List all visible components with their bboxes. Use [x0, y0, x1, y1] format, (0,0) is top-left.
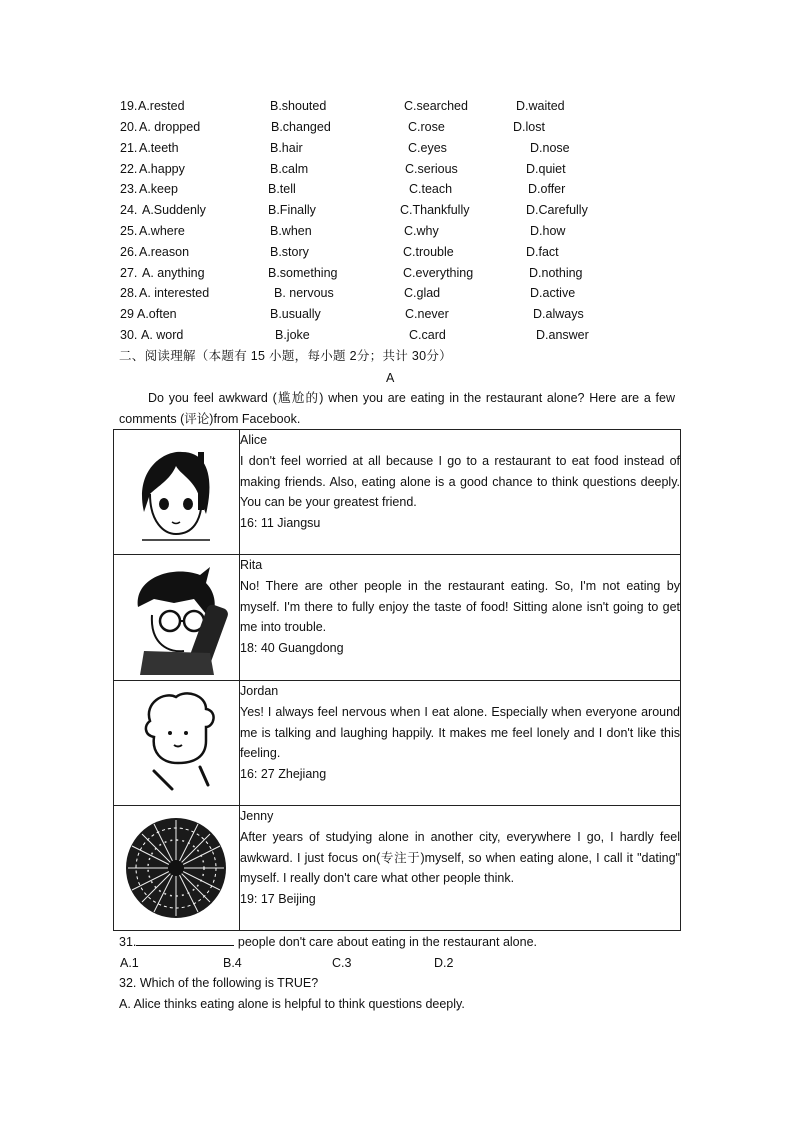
commenter-name: Jenny [240, 809, 274, 823]
comment-text-cell [240, 430, 681, 555]
option-a: A. word [141, 328, 184, 342]
question-31 [119, 932, 537, 952]
option-b: B.when [270, 224, 312, 238]
girl-avatar-icon [114, 430, 239, 554]
option-b: B.story [270, 245, 309, 259]
question-number: 25. [120, 224, 138, 238]
option-a: A.1 [120, 956, 139, 970]
option-d: D.nothing [529, 266, 583, 280]
question-number: 30. [120, 328, 138, 342]
option-d: D.how [530, 224, 566, 238]
option-a: A.rested [138, 99, 185, 113]
option-c: C.never [405, 307, 449, 321]
option-row-19 [120, 96, 680, 116]
option-b: B. nervous [274, 286, 334, 300]
question-32-stem: 32. Which of the following is TRUE? [119, 976, 319, 990]
commenter-name: Jordan [240, 684, 279, 698]
option-row-27 [120, 263, 680, 283]
question-number: 31. [119, 935, 137, 949]
comment-text-cell [240, 806, 681, 931]
option-row-22 [120, 159, 680, 179]
comment-text-cell [240, 681, 681, 806]
avatar-cell [114, 681, 240, 806]
option-c: C.serious [405, 162, 458, 176]
comment-time: 18: 40 Guangdong [240, 641, 344, 656]
question-31-options [120, 953, 680, 973]
comment-row-jenny [114, 806, 681, 931]
option-d: D.Carefully [526, 203, 588, 217]
option-row-25 [120, 221, 680, 241]
option-c: C.card [409, 328, 446, 342]
avatar-cell [114, 430, 240, 555]
option-d: D.nose [530, 141, 570, 155]
passage-intro: Do you feel awkward (尴尬的) when you are eating in the restaurant alone? Here are a few comments (评论)from Facebook. [119, 391, 675, 426]
option-row-26 [120, 242, 680, 262]
comment-row-alice [114, 430, 681, 555]
question-32-option-a: A. Alice thinks eating alone is helpful to think questions deeply. [119, 997, 465, 1011]
option-b: B.changed [271, 120, 331, 134]
comment-body: I don't feel worried at all because I go to a restaurant to eat food instead of making friends. Also, eating alone is a good chance to think questions deeply. You can be your greatest friend. [240, 453, 680, 510]
boy-with-glasses-avatar-icon [114, 555, 239, 680]
option-b: B.4 [223, 956, 242, 970]
question-number: 20. [120, 120, 138, 134]
comment-body: After years of studying alone in another city, everywhere I go, I hardly feel awkward. I just focus on(专注于)myself, so when eating alone, I call it "dating" myself. I really don't care what other people think. [240, 829, 680, 886]
option-c: C.eyes [408, 141, 447, 155]
option-c: C.rose [408, 120, 445, 134]
option-b: B.tell [268, 182, 296, 196]
option-d: D.fact [526, 245, 559, 259]
option-d: D.answer [536, 328, 589, 342]
option-c: C.glad [404, 286, 441, 300]
option-row-30 [120, 325, 680, 345]
comment-time: 19: 17 Beijing [240, 892, 316, 907]
option-d: D.offer [528, 182, 566, 196]
option-b: B.calm [270, 162, 309, 176]
section-heading: 二、阅读理解（本题有 15 小题，每小题 2分；共计 30分） [119, 349, 452, 363]
comment-body: No! There are other people in the restaurant eating. So, I'm not eating by myself. I'm there to fully enjoy the taste of food! Sitting alone isn't going to get me into trouble. [240, 578, 680, 635]
avatar-cell [114, 806, 240, 931]
commenter-name: Rita [240, 558, 263, 572]
option-a: A. dropped [139, 120, 201, 134]
option-c: C.why [404, 224, 439, 238]
comments-table [113, 429, 681, 931]
option-row-20 [120, 117, 680, 137]
option-a: A.keep [139, 182, 178, 196]
radial-pattern-avatar-icon [114, 806, 239, 930]
cartoon-face-doodle-icon [114, 681, 239, 805]
comment-row-rita [114, 555, 681, 681]
comment-row-jordan [114, 681, 681, 806]
option-row-29 [120, 304, 680, 324]
option-a: A. anything [142, 266, 205, 280]
question-number: 24. [120, 203, 138, 217]
option-b: B.hair [270, 141, 303, 155]
option-c: C.Thankfully [400, 203, 470, 217]
comment-time: 16: 27 Zhejiang [240, 767, 327, 782]
comment-time: 16: 11 Jiangsu [240, 516, 321, 531]
option-row-28 [120, 283, 680, 303]
option-a: A.where [139, 224, 185, 238]
option-a: A. interested [139, 286, 210, 300]
question-number: 22. [120, 162, 138, 176]
passage-label: A [386, 371, 395, 385]
commenter-name: Alice [240, 433, 268, 447]
avatar-cell [114, 555, 240, 681]
question-number: 26. [120, 245, 138, 259]
option-c: C.teach [409, 182, 453, 196]
question-number: 23. [120, 182, 138, 196]
answer-blank[interactable] [136, 933, 234, 946]
option-b: B.joke [275, 328, 310, 342]
option-a: A.teeth [139, 141, 179, 155]
option-a: A.happy [139, 162, 185, 176]
option-b: B.Finally [268, 203, 316, 217]
option-d: D.lost [513, 120, 545, 134]
comment-body: Yes! I always feel nervous when I eat alone. Especially when everyone around me is talking and laughing happily. It makes me feel lonely and I don't like this feeling. [240, 704, 680, 761]
question-number: 28. [120, 286, 138, 300]
question-number: 27. [120, 266, 138, 280]
comment-text-cell [240, 555, 681, 681]
option-d: D.always [533, 307, 584, 321]
option-b: B.usually [270, 307, 321, 321]
option-c: C.trouble [403, 245, 454, 259]
option-b: B.shouted [270, 99, 327, 113]
question-stem: people don't care about eating in the restaurant alone. [234, 935, 537, 949]
option-c: C.3 [332, 956, 352, 970]
question-number: 19. [120, 99, 138, 113]
option-d: D.waited [516, 99, 565, 113]
question-number: 29 [120, 307, 134, 321]
option-d: D.2 [434, 956, 454, 970]
option-b: B.something [268, 266, 338, 280]
question-number: 21. [120, 141, 138, 155]
option-a: A.often [137, 307, 177, 321]
option-row-21 [120, 138, 680, 158]
option-row-23 [120, 179, 680, 199]
option-d: D.active [530, 286, 576, 300]
option-c: C.searched [404, 99, 468, 113]
option-a: A.reason [139, 245, 190, 259]
option-c: C.everything [403, 266, 474, 280]
option-d: D.quiet [526, 162, 566, 176]
option-row-24 [120, 200, 680, 220]
option-a: A.Suddenly [142, 203, 206, 217]
